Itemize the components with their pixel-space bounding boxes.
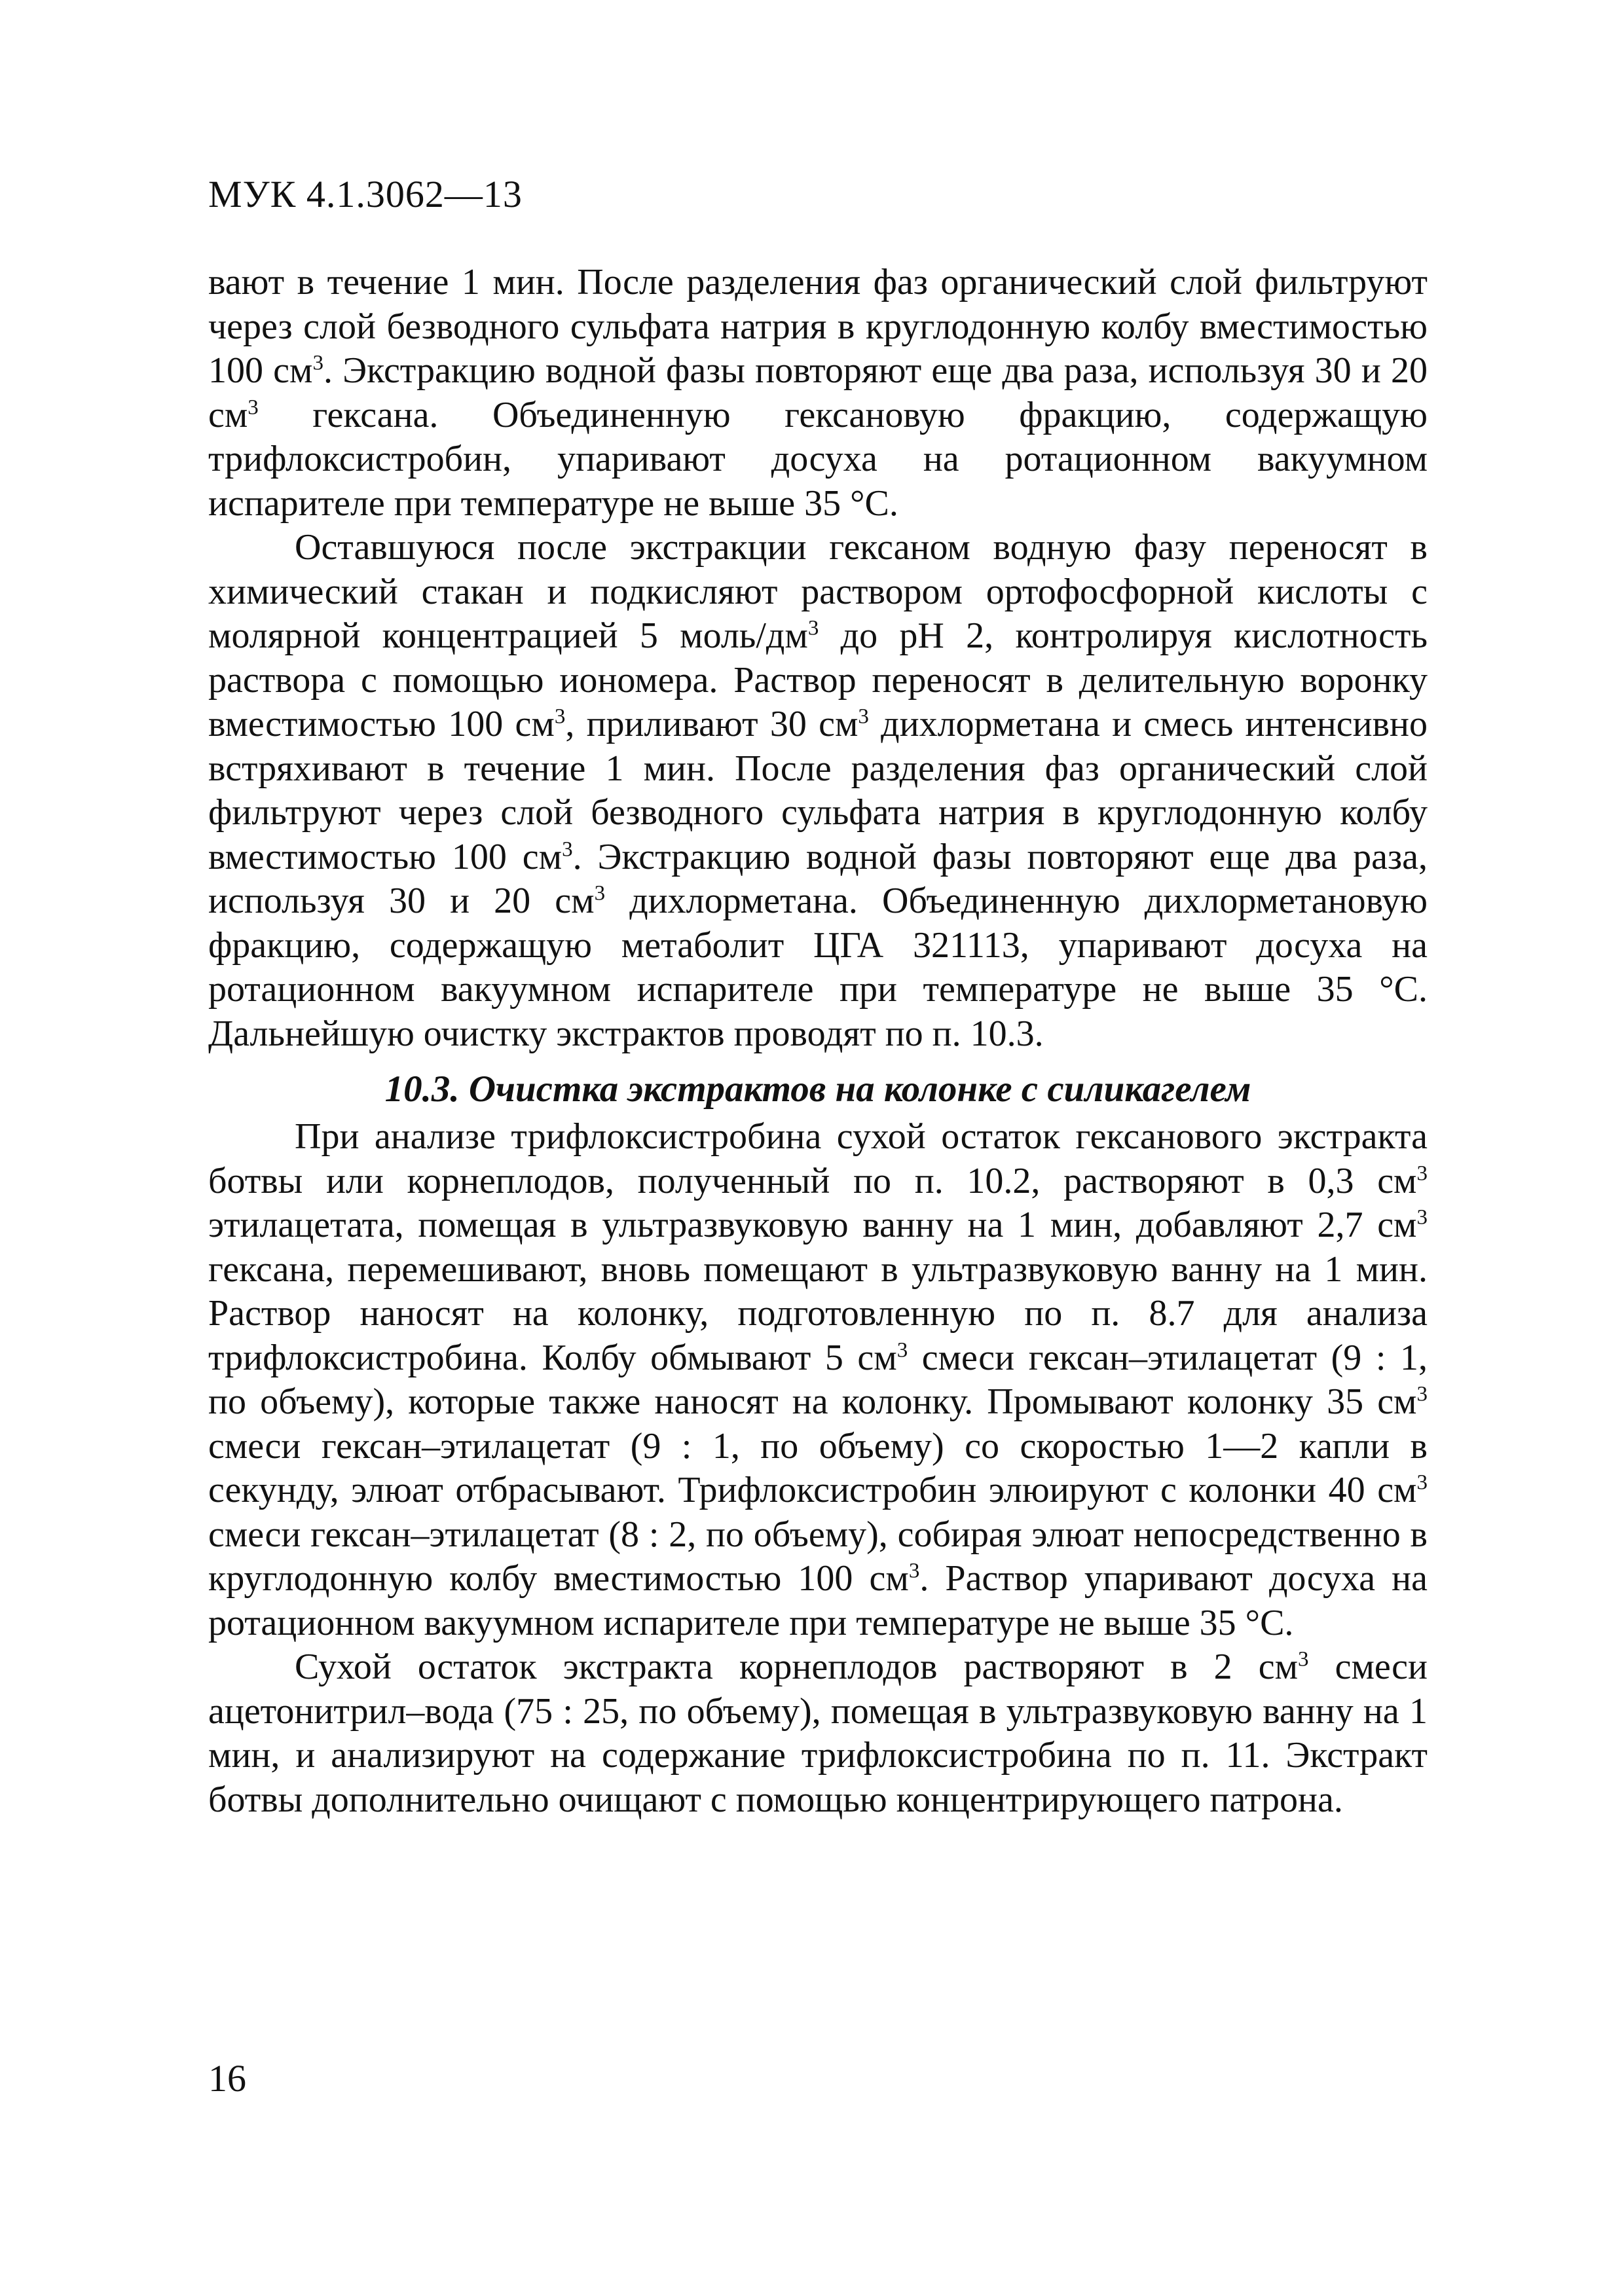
running-header: МУК 4.1.3062—13 — [208, 173, 523, 215]
page-number: 16 — [208, 2057, 246, 2100]
section-heading: 10.3. Очистка экстрактов на колонке с силикагелем — [384, 1068, 1251, 1110]
paragraph-continuation: вают в течение 1 мин. После разделения фаз органический слой фильтруют через слой безводного сульфата натрия в круглодонную колбу вместимостью 100 $см^3$. Экстракцию водной фазы повторяют еще два раза, используя 30 и 20 $см^3$ гексана. Объединенную гексановую фракцию, содержащую трифлоксистробин, упаривают досуха на ротационном вакуумном испарителе при температуре не выше 35 °С. — [208, 262, 1428, 524]
body-text — [208, 261, 1428, 1822]
paragraph-aqueous-phase: Оставшуюся после экстракции гексаном водную фазу переносят в химический стакан и подкисляют раствором ортофосфорной кислоты с молярной концентрацией 5 моль/$дм^3$ до рН 2, контролируя кислотность раствора с помощью иономера. Раствор переносят в делительную воронку вместимостью 100 $см^3$, приливают 30 $см^3$ дихлорметана и смесь интенсивно встряхивают в течение 1 мин. После разделения фаз органический слой фильтруют через слой безводного сульфата натрия в круглодонную колбу вместимостью 100 $см^3$. Экстракцию водной фазы повторяют еще два раза, используя 30 и 20 $см^3$ дихлорметана. Объединенную дихлорметановую фракцию, содержащую метаболит ЦГА 321113, упаривают досуха на ротационном вакуумном испарителе при температуре не выше 35 °С. Дальнейшую очистку экстрактов проводят по п. 10.3. — [208, 527, 1428, 1054]
paragraph-dry-residue: Сухой остаток экстракта корнеплодов растворяют в 2 $см^3$ смеси ацетонитрил–вода (75 : 25, по объему), помещая в ультразвуковую ванну на 1 мин, и анализируют на содержание трифлоксистробина по п. 11. Экстракт ботвы дополнительно очищают с помощью концентрирующего патрона. — [208, 1647, 1428, 1820]
paragraph-silica-cleanup: При анализе трифлоксистробина сухой остаток гексанового экстракта ботвы или корнеплодов, полученный по п. 10.2, растворяют в 0,3 $см^3$ этилацетата, помещая в ультразвуковую ванну на 1 мин, добавляют 2,7 $см^3$ гексана, перемешивают, вновь помещают в ультразвуковую ванну на 1 мин. Раствор наносят на колонку, подготовленную по п. 8.7 для анализа трифлоксистробина. Колбу обмывают 5 $см^3$ смеси гексан–этилацетат (9 : 1, по объему), которые также наносят на колонку. Промывают колонку 35 $см^3$ смеси гексан–этилацетат (9 : 1, по объему) со скоростью 1—2 капли в секунду, элюат отбрасывают. Трифлоксистробин элюируют с колонки 40 $см^3$ смеси гексан–этилацетат (8 : 2, по объему), собирая элюат непосредственно в круглодонную колбу вместимостью 100 $см^3$. Раствор упаривают досуха на ротационном вакуумном испарителе при температуре не выше 35 °С. — [208, 1116, 1428, 1643]
